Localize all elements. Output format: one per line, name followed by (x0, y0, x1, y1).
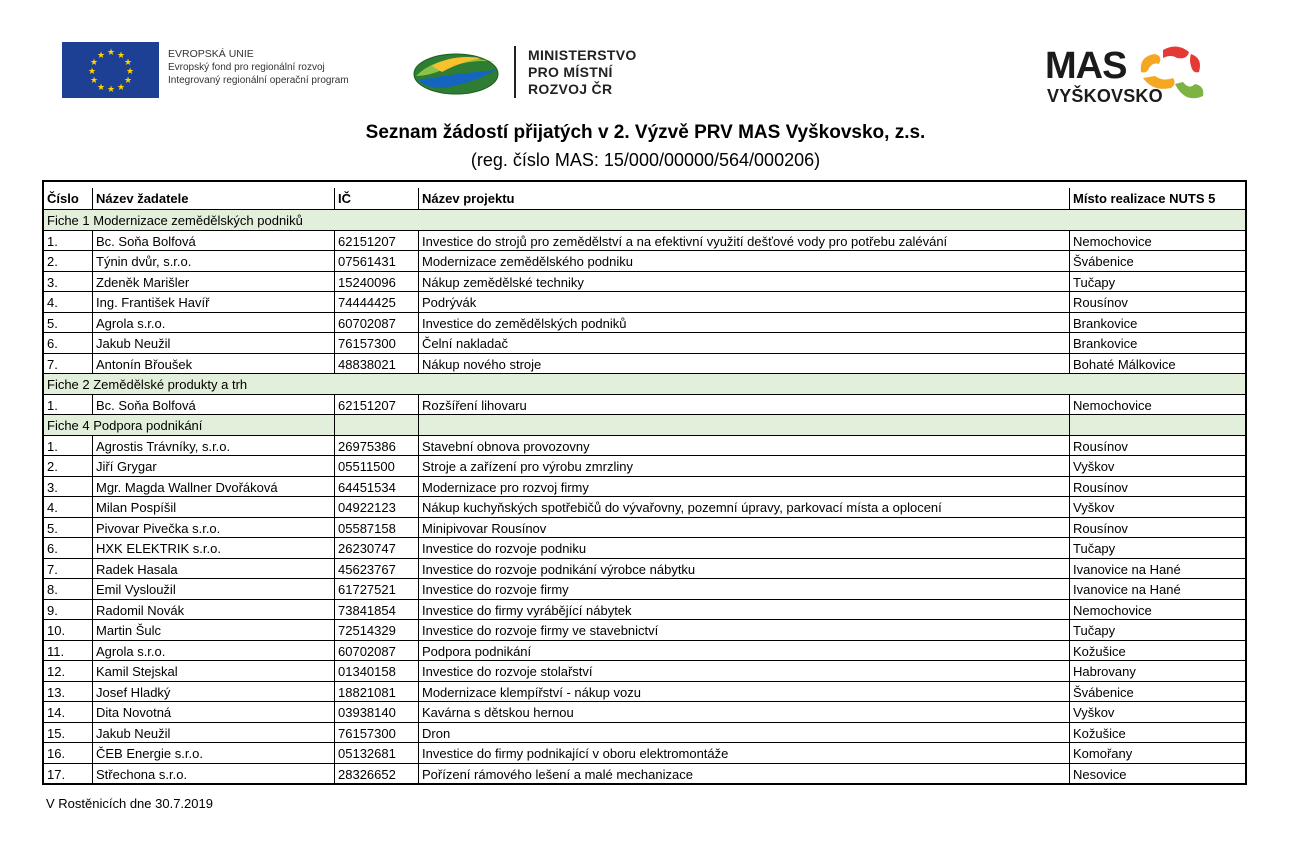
cell-cislo: 10. (47, 623, 66, 638)
cell-cislo: 9. (47, 602, 58, 618)
mas-subtitle: VYŠKOVSKO (1047, 86, 1163, 106)
cell-nazev-zadatele: Pivovar Pivečka s.r.o. (92, 518, 334, 538)
header-cislo: Číslo (47, 191, 79, 206)
mmr-text (528, 47, 637, 98)
cell-nazev-projektu: Investice do rozvoje podnikání výrobce nábytku (418, 559, 1069, 579)
cell-misto-realizace: Komořany (1069, 743, 1245, 763)
eu-line2: Evropský fond pro regionální rozvoj (168, 62, 325, 73)
cell-cislo: 1. (47, 233, 58, 249)
cell-ic: 18821081 (334, 682, 418, 702)
cell-ic: 76157300 (334, 333, 418, 353)
cell-nazev-zadatele: HXK ELEKTRIK s.r.o. (92, 538, 334, 558)
cell-nazev-zadatele: Milan Pospíšil (92, 497, 334, 517)
cell-nazev-zadatele: Mgr. Magda Wallner Dvořáková (92, 477, 334, 497)
cell-nazev-zadatele: Ing. František Havíř (92, 292, 334, 312)
cell-misto-realizace: Rousínov (1069, 436, 1245, 456)
cell-cislo: 1. (47, 397, 58, 413)
cell-nazev-zadatele: Radomil Novák (92, 600, 334, 620)
cell-misto-realizace: Tučapy (1069, 272, 1245, 292)
table-row (44, 619, 1245, 640)
cell-ic: 64451534 (334, 477, 418, 497)
mmr-line3: ROZVOJ ČR (528, 80, 613, 97)
cell-ic: 28326652 (334, 764, 418, 784)
cell-misto-realizace: Bohaté Málkovice (1069, 354, 1245, 374)
header-ic: IČ (334, 188, 418, 209)
cell-nazev-projektu: Nákup nového stroje (418, 354, 1069, 374)
section-row (44, 209, 1245, 230)
cell-nazev-zadatele: Jakub Neužil (92, 723, 334, 743)
cell-misto-realizace: Ivanovice na Hané (1069, 579, 1245, 599)
cell-ic: 01340158 (334, 661, 418, 681)
table-header-row (44, 182, 1245, 209)
table-row (44, 558, 1245, 579)
cell-nazev-zadatele: ČEB Energie s.r.o. (92, 743, 334, 763)
cell-cislo: 4. (47, 500, 58, 515)
cell-misto-realizace: Vyškov (1069, 456, 1245, 476)
cell-nazev-zadatele: Agrola s.r.o. (92, 313, 334, 333)
section-empty-cell (418, 415, 1069, 435)
cell-ic: 62151207 (334, 395, 418, 415)
cell-nazev-projektu: Modernizace pro rozvoj firmy (418, 477, 1069, 497)
page-title: Seznam žádostí přijatých v 2. Výzvě PRV MAS Vyškovsko, z.s. (365, 122, 926, 143)
cell-nazev-projektu: Investice do rozvoje firmy (418, 579, 1069, 599)
eu-logo (62, 42, 349, 98)
applications-table (42, 180, 1247, 785)
cell-nazev-zadatele: Dita Novotná (92, 702, 334, 722)
cell-nazev-projektu: Pořízení rámového lešení a malé mechanizace (418, 764, 1069, 784)
eu-line3: Integrovaný regionální operační program (168, 75, 349, 86)
cell-nazev-zadatele: Kamil Stejskal (92, 661, 334, 681)
header-misto-realizace: Místo realizace NUTS 5 (1069, 188, 1245, 209)
cell-nazev-zadatele: Emil Vysloužil (92, 579, 334, 599)
cell-misto-realizace: Švábenice (1069, 682, 1245, 702)
cell-cislo: 3. (47, 274, 58, 290)
cell-nazev-projektu: Podpora podnikání (418, 641, 1069, 661)
table-row (44, 742, 1245, 763)
table-row (44, 496, 1245, 517)
cell-misto-realizace: Tučapy (1069, 538, 1245, 558)
cell-nazev-zadatele: Týnin dvůr, s.r.o. (92, 251, 334, 271)
cell-nazev-zadatele: Bc. Soňa Bolfová (92, 231, 334, 251)
cell-nazev-projektu: Investice do rozvoje stolařství (418, 661, 1069, 681)
cell-nazev-projektu: Investice do rozvoje firmy ve stavebnictví (418, 620, 1069, 640)
table-row (44, 332, 1245, 353)
cell-misto-realizace: Nemochovice (1069, 395, 1245, 415)
cell-misto-realizace: Rousínov (1069, 292, 1245, 312)
cell-cislo: 11. (47, 643, 65, 659)
section-row (44, 414, 1245, 435)
table-row (44, 537, 1245, 558)
footer-date: V Rostěnicích dne 30.7.2019 (46, 796, 213, 811)
cell-nazev-zadatele: Agrola s.r.o. (92, 641, 334, 661)
cell-nazev-projektu: Investice do firmy vyrábějící nábytek (418, 600, 1069, 620)
cell-misto-realizace: Tučapy (1069, 620, 1245, 640)
cell-misto-realizace: Rousínov (1069, 518, 1245, 538)
header-nazev-zadatele: Název žadatele (92, 188, 334, 209)
section-empty-cell (334, 415, 418, 435)
table-row (44, 722, 1245, 743)
cell-nazev-zadatele: Agrostis Trávníky, s.r.o. (92, 436, 334, 456)
cell-misto-realizace: Rousínov (1069, 477, 1245, 497)
cell-cislo: 2. (47, 254, 58, 269)
cell-ic: 05132681 (334, 743, 418, 763)
cell-ic: 60702087 (334, 641, 418, 661)
mmr-divider (514, 46, 516, 98)
cell-ic: 61727521 (334, 579, 418, 599)
cell-cislo: 8. (47, 582, 58, 597)
table-row (44, 578, 1245, 599)
cell-cislo: 17. (47, 766, 66, 782)
table-row (44, 517, 1245, 538)
table-row (44, 763, 1245, 784)
cell-cislo: 7. (47, 356, 58, 372)
cell-nazev-zadatele: Radek Hasala (92, 559, 334, 579)
cell-nazev-zadatele: Střechona s.r.o. (92, 764, 334, 784)
mmr-emblem-icon (412, 44, 500, 100)
cell-misto-realizace: Vyškov (1069, 497, 1245, 517)
cell-nazev-projektu: Podrývák (418, 292, 1069, 312)
cell-cislo: 6. (47, 336, 58, 351)
section-title: Fiche 4 Podpora podnikání (47, 418, 203, 433)
cell-nazev-projektu: Kavárna s dětskou hernou (418, 702, 1069, 722)
table-row (44, 640, 1245, 661)
table-row (44, 250, 1245, 271)
table-row (44, 455, 1245, 476)
cell-cislo: 16. (47, 746, 66, 761)
cell-cislo: 4. (47, 295, 58, 310)
cell-ic: 45623767 (334, 559, 418, 579)
table-row (44, 599, 1245, 620)
mas-word: MAS (1045, 45, 1127, 87)
cell-cislo: 13. (47, 684, 66, 700)
cell-nazev-projektu: Modernizace klempířství - nákup vozu (418, 682, 1069, 702)
cell-nazev-zadatele: Bc. Soňa Bolfová (92, 395, 334, 415)
cell-nazev-zadatele: Jakub Neužil (92, 333, 334, 353)
cell-nazev-projektu: Investice do firmy podnikající v oboru elektromontáže (418, 743, 1069, 763)
cell-nazev-zadatele: Antonín Břoušek (92, 354, 334, 374)
section-fill (334, 374, 1245, 394)
cell-misto-realizace: Nemochovice (1069, 600, 1245, 620)
cell-ic: 74444425 (334, 292, 418, 312)
cell-cislo: 15. (47, 725, 66, 741)
cell-misto-realizace: Ivanovice na Hané (1069, 559, 1245, 579)
table-row (44, 353, 1245, 374)
cell-nazev-projektu: Rozšíření lihovaru (418, 395, 1069, 415)
cell-cislo: 2. (47, 459, 58, 474)
cell-ic: 62151207 (334, 231, 418, 251)
mas-logo (1043, 44, 1213, 112)
cell-nazev-projektu: Investice do strojů pro zemědělství a na efektivní využití dešťové vody pro potřebu zalévání (418, 231, 1069, 251)
cell-nazev-projektu: Stroje a zařízení pro výrobu zmrzliny (418, 456, 1069, 476)
table-row (44, 476, 1245, 497)
cell-cislo: 1. (47, 438, 58, 454)
table-row (44, 660, 1245, 681)
cell-misto-realizace: Habrovany (1069, 661, 1245, 681)
section-title: Fiche 2 Zemědělské produkty a trh (47, 377, 248, 392)
cell-cislo: 6. (47, 541, 58, 556)
cell-cislo: 5. (47, 520, 58, 536)
cell-ic: 26230747 (334, 538, 418, 558)
cell-misto-realizace: Kožušice (1069, 723, 1245, 743)
cell-nazev-projektu: Investice do rozvoje podniku (418, 538, 1069, 558)
cell-cislo: 12. (47, 664, 66, 679)
section-fill (334, 210, 1245, 230)
cell-ic: 76157300 (334, 723, 418, 743)
table-row (44, 291, 1245, 312)
cell-ic: 72514329 (334, 620, 418, 640)
cell-ic: 04922123 (334, 497, 418, 517)
eu-line1: EVROPSKÁ UNIE (168, 48, 254, 60)
cell-misto-realizace: Nesovice (1069, 764, 1245, 784)
page-subtitle: (reg. číslo MAS: 15/000/00000/564/000206) (470, 150, 821, 170)
cell-cislo: 14. (47, 705, 66, 720)
cell-nazev-projektu: Dron (418, 723, 1069, 743)
table-row (44, 701, 1245, 722)
cell-misto-realizace: Kožušice (1069, 641, 1245, 661)
section-empty-cell (1069, 415, 1245, 435)
table-row (44, 394, 1245, 415)
cell-misto-realizace: Vyškov (1069, 702, 1245, 722)
table-row (44, 681, 1245, 702)
cell-cislo: 5. (47, 315, 58, 331)
mmr-line2: PRO MÍSTNÍ (528, 63, 613, 80)
mmr-logo (412, 44, 637, 100)
cell-ic: 03938140 (334, 702, 418, 722)
cell-ic: 05587158 (334, 518, 418, 538)
cell-ic: 73841854 (334, 600, 418, 620)
cell-nazev-zadatele: Zdeněk Marišler (92, 272, 334, 292)
table-row (44, 435, 1245, 456)
cell-nazev-zadatele: Jiří Grygar (92, 456, 334, 476)
table-row (44, 230, 1245, 251)
header-nazev-projektu: Název projektu (418, 188, 1069, 209)
cell-nazev-projektu: Modernizace zemědělského podniku (418, 251, 1069, 271)
cell-nazev-zadatele: Martin Šulc (92, 620, 334, 640)
section-row (44, 373, 1245, 394)
mmr-line1: MINISTERSTVO (528, 46, 637, 63)
cell-nazev-projektu: Nákup zemědělské techniky (418, 272, 1069, 292)
cell-cislo: 3. (47, 479, 58, 495)
cell-ic: 07561431 (334, 251, 418, 271)
cell-nazev-zadatele: Josef Hladký (92, 682, 334, 702)
cell-nazev-projektu: Minipivovar Rousínov (418, 518, 1069, 538)
cell-cislo: 7. (47, 561, 58, 577)
cell-ic: 48838021 (334, 354, 418, 374)
cell-misto-realizace: Nemochovice (1069, 231, 1245, 251)
table-row (44, 312, 1245, 333)
cell-ic: 60702087 (334, 313, 418, 333)
cell-nazev-projektu: Stavební obnova provozovny (418, 436, 1069, 456)
eu-text (168, 48, 349, 87)
cell-ic: 15240096 (334, 272, 418, 292)
table-row (44, 271, 1245, 292)
cell-nazev-projektu: Nákup kuchyňských spotřebičů do vývařovny, pozemní úpravy, parkovací místa a oplocení (418, 497, 1069, 517)
cell-misto-realizace: Brankovice (1069, 333, 1245, 353)
cell-ic: 26975386 (334, 436, 418, 456)
section-title: Fiche 1 Modernizace zemědělských podniků (47, 213, 303, 228)
cell-misto-realizace: Švábenice (1069, 251, 1245, 271)
cell-ic: 05511500 (334, 456, 418, 476)
cell-nazev-projektu: Čelní nakladač (418, 333, 1069, 353)
cell-misto-realizace: Brankovice (1069, 313, 1245, 333)
eu-flag-icon: ★ ★ ★ ★ ★ ★ ★ ★ ★ ★ ★ ★ (62, 42, 159, 98)
cell-nazev-projektu: Investice do zemědělských podniků (418, 313, 1069, 333)
